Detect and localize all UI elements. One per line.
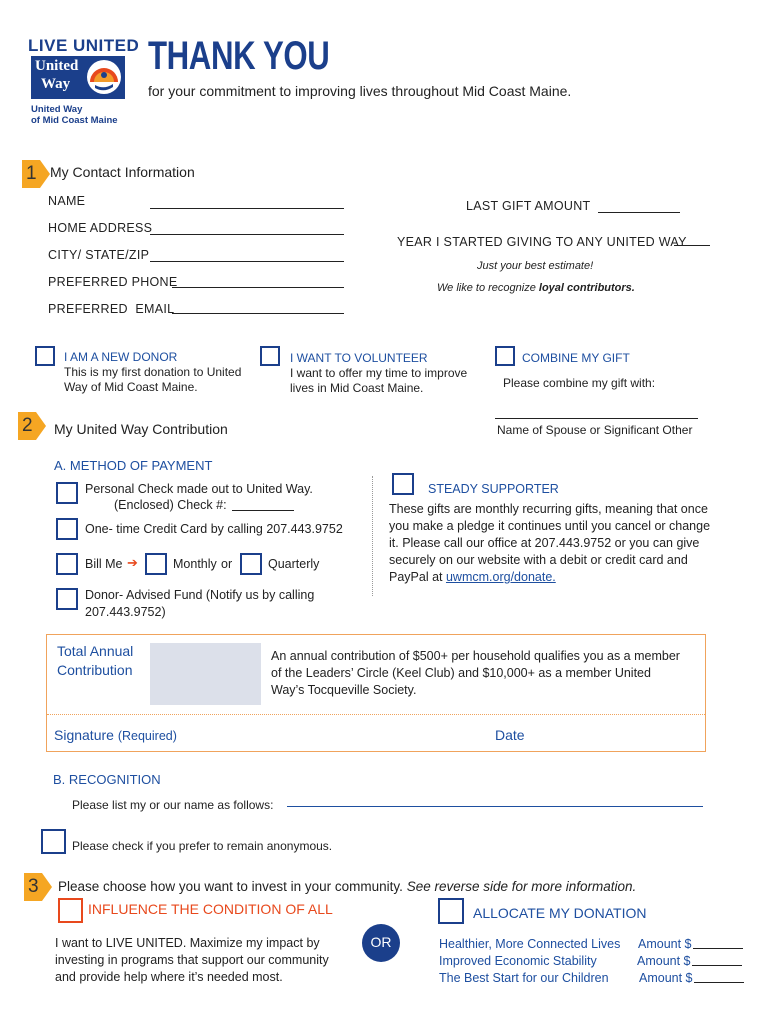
- or-label: or: [221, 557, 233, 571]
- new-donor-title: I AM A NEW DONOR: [64, 350, 178, 364]
- signature-divider: [47, 714, 705, 715]
- allocation-amount-label: Amount $: [638, 937, 692, 951]
- live-united-text: LIVE UNITED: [28, 36, 140, 55]
- recognize-prefix: We like to recognize: [437, 282, 539, 294]
- org-name-line2: of Mid Coast Maine: [31, 115, 118, 126]
- preferred-email-field[interactable]: [172, 313, 344, 314]
- vertical-divider: [372, 476, 373, 596]
- recognize-note: [437, 282, 635, 294]
- steady-supporter-checkbox[interactable]: [392, 473, 414, 495]
- city-state-zip-label: CITY/ STATE/ZIP: [48, 248, 150, 262]
- allocation-amount-label: Amount $: [637, 954, 691, 968]
- preferred-phone-field[interactable]: [172, 287, 344, 288]
- preferred-email-label: PREFERRED EMAIL: [48, 302, 175, 316]
- logo-badge: [31, 56, 125, 99]
- last-gift-field[interactable]: [598, 212, 680, 213]
- contribution-box: [46, 634, 706, 752]
- allocation-amount-label: Amount $: [639, 971, 693, 985]
- leaders-circle-text: An annual contribution of $500+ per household qualifies you as a member of the Leaders’ Circle (Keel Club) and $10,000+ as a member United Way’s Tocqueville Society.: [271, 649, 680, 697]
- signature-required: (Required): [117, 729, 177, 743]
- total-annual-label: Total Annual Contribution: [57, 643, 134, 678]
- allocation-row: [439, 971, 749, 988]
- preferred-phone-label: PREFERRED PHONE: [48, 275, 178, 289]
- volunteer-title: I WANT TO VOLUNTEER: [290, 351, 428, 365]
- donor-advised-checkbox[interactable]: [56, 588, 78, 610]
- allocation-row: [439, 954, 749, 971]
- quarterly-label: Quarterly: [268, 557, 320, 571]
- page-subtitle: for your commitment to improving lives throughout Mid Coast Maine.: [148, 83, 572, 99]
- recognize-bold: loyal contributors.: [538, 282, 635, 294]
- influence-title: INFLUENCE THE CONDITION OF ALL: [88, 901, 333, 917]
- steady-supporter-text: [389, 501, 714, 586]
- section-2-number: 2: [22, 415, 33, 436]
- year-started-field[interactable]: [674, 245, 710, 246]
- home-address-label: HOME ADDRESS: [48, 221, 153, 235]
- section-3-title-main: Please choose how you want to invest in your community.: [58, 879, 403, 894]
- bill-me-label: Bill Me: [85, 557, 123, 571]
- signature-word: Signature: [54, 727, 114, 743]
- city-state-zip-field[interactable]: [150, 261, 344, 262]
- section-3-title: [58, 879, 636, 894]
- section-2-title: My United Way Contribution: [54, 421, 228, 437]
- logo-way-text: Way: [41, 76, 71, 92]
- donor-advised-label: Donor- Advised Fund (Notify us by calling 207.443.9752): [85, 588, 315, 619]
- steady-supporter-body: These gifts are monthly recurring gifts, meaning that once you make a pledge it continues until you cancel or change it. Please call our office at 207.443.9752 or you can give securely on our website with a debit or credit card and PayPal at: [389, 502, 711, 584]
- name-label: NAME: [48, 194, 86, 208]
- spouse-name-field[interactable]: [495, 418, 698, 419]
- section-3-number: 3: [28, 876, 39, 897]
- allocation-amount-field[interactable]: [692, 965, 742, 966]
- arrow-right-icon: ➔: [127, 555, 138, 570]
- allocation-name: The Best Start for our Children: [439, 971, 609, 985]
- spouse-name-caption: Name of Spouse or Significant Other: [497, 423, 693, 437]
- credit-card-label: One- time Credit Card by calling 207.443.9752: [85, 522, 343, 536]
- logo-united-text: United: [35, 58, 79, 74]
- monthly-checkbox[interactable]: [145, 553, 167, 575]
- allocate-title: ALLOCATE MY DONATION: [473, 905, 647, 921]
- home-address-field[interactable]: [150, 234, 344, 235]
- method-of-payment-title: A. METHOD OF PAYMENT: [54, 458, 213, 473]
- influence-text: I want to LIVE UNITED. Maximize my impact by investing in programs that support our community and provide help where it’s needed most.: [55, 936, 329, 984]
- new-donor-checkbox[interactable]: [35, 346, 55, 366]
- hand-rainbow-icon: [85, 58, 123, 96]
- influence-checkbox[interactable]: [58, 898, 83, 923]
- signature-label: [54, 727, 177, 743]
- check-label: Personal Check made out to United Way.: [85, 482, 313, 496]
- credit-card-checkbox[interactable]: [56, 518, 78, 540]
- date-label: Date: [495, 727, 525, 743]
- anonymous-checkbox[interactable]: [41, 829, 66, 854]
- volunteer-desc: I want to offer my time to improve lives in Mid Coast Maine.: [290, 366, 468, 395]
- combine-gift-title: COMBINE MY GIFT: [522, 351, 630, 365]
- section-3-badge: [24, 873, 52, 901]
- signature-field[interactable]: [187, 721, 487, 745]
- combine-gift-desc: Please combine my gift with:: [503, 376, 656, 390]
- org-name-line1: United Way: [31, 104, 83, 115]
- allocation-name: Improved Economic Stability: [439, 954, 597, 968]
- recognition-prompt: Please list my or our name as follows:: [72, 798, 274, 812]
- recognition-title: B. RECOGNITION: [53, 772, 161, 787]
- section-1-badge: [22, 160, 50, 188]
- name-field[interactable]: [150, 208, 344, 209]
- donate-link[interactable]: uwmcm.org/donate.: [445, 570, 556, 584]
- page-title: THANK YOU: [148, 34, 330, 78]
- quarterly-checkbox[interactable]: [240, 553, 262, 575]
- allocation-row: [439, 937, 749, 954]
- section-1-title: My Contact Information: [50, 164, 195, 180]
- or-badge-text: OR: [370, 934, 392, 950]
- allocate-checkbox[interactable]: [438, 898, 464, 924]
- section-2-badge: [18, 412, 46, 440]
- section-1-number: 1: [26, 163, 37, 184]
- date-field[interactable]: [537, 721, 697, 745]
- recognition-name-field[interactable]: [287, 806, 703, 807]
- volunteer-checkbox[interactable]: [260, 346, 280, 366]
- allocation-amount-field[interactable]: [694, 982, 744, 983]
- logo: [28, 36, 140, 126]
- or-badge: [362, 924, 400, 962]
- total-annual-field[interactable]: [150, 643, 261, 705]
- check-number-label: (Enclosed) Check #:: [114, 498, 227, 512]
- allocation-name: Healthier, More Connected Lives: [439, 937, 621, 951]
- new-donor-desc: This is my first donation to United Way of Mid Coast Maine.: [64, 365, 242, 394]
- anonymous-label: Please check if you prefer to remain anonymous.: [72, 839, 333, 853]
- check-checkbox[interactable]: [56, 482, 78, 504]
- steady-supporter-title: STEADY SUPPORTER: [428, 482, 559, 496]
- allocation-amount-field[interactable]: [693, 948, 743, 949]
- combine-gift-checkbox[interactable]: [495, 346, 515, 366]
- check-number-field[interactable]: [232, 510, 294, 511]
- estimate-note: Just your best estimate!: [477, 260, 594, 272]
- monthly-label: Monthly: [173, 557, 217, 571]
- last-gift-label: LAST GIFT AMOUNT: [466, 199, 591, 213]
- bill-me-checkbox[interactable]: [56, 553, 78, 575]
- year-started-label: YEAR I STARTED GIVING TO ANY UNITED WAY: [397, 235, 687, 249]
- section-3-title-italic: See reverse side for more information.: [402, 879, 637, 894]
